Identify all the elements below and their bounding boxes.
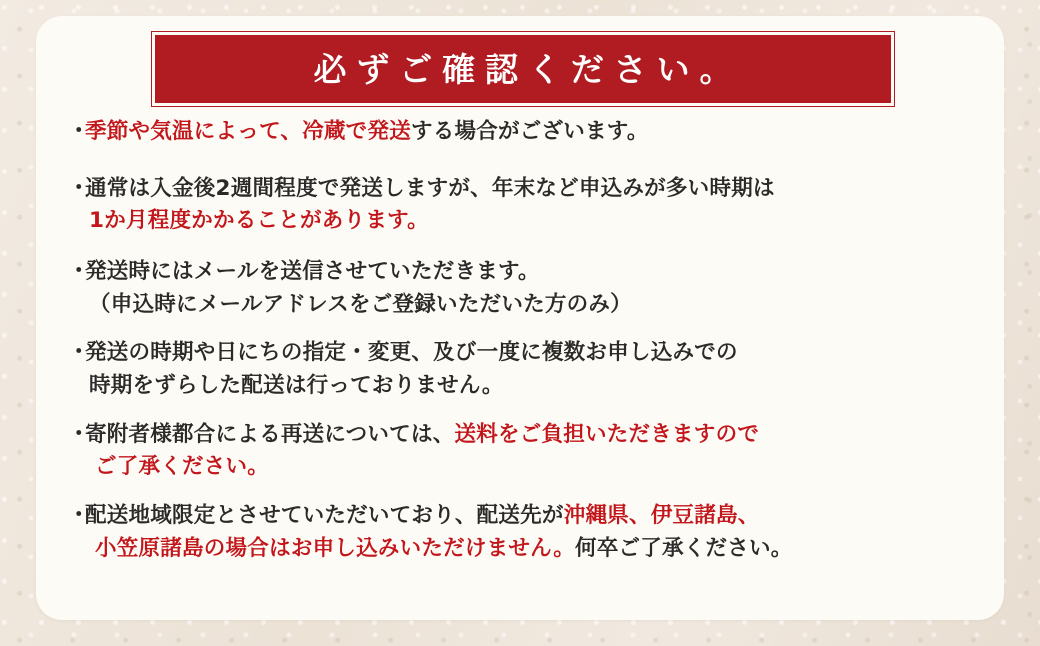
bullet-marker: ・	[68, 259, 90, 285]
body-text: 発送の時期や日にちの指定・変更、及び一度に複数お申し込みでの	[85, 340, 738, 366]
list-item	[68, 337, 972, 402]
notice-line	[85, 205, 972, 238]
notice-line	[85, 173, 972, 206]
page-title: 必ずご確認ください。	[313, 49, 743, 89]
highlight-text: 送料をご負担いただきますので	[454, 421, 760, 447]
bullet-marker: ・	[68, 340, 90, 366]
notice-line	[85, 451, 972, 484]
body-text: 発送時にはメールを送信させていただきます。	[85, 259, 540, 285]
body-text: 何卒ご了承ください。	[574, 535, 793, 561]
notice-line	[85, 370, 972, 403]
highlight-text: 沖縄県、伊豆諸島、	[563, 503, 760, 529]
notice-text-shipping-lead-time	[85, 173, 972, 238]
body-text: （申込時にメールアドレスをご登録いただいた方のみ）	[89, 291, 632, 317]
body-text: 時期をずらした配送は行っておりません。	[89, 373, 504, 399]
body-text: 寄附者様都合による再送については、	[85, 421, 455, 447]
notice-line	[85, 256, 972, 289]
bullet-marker: ・	[68, 421, 90, 447]
list-item	[68, 173, 972, 238]
notice-text-excluded-areas	[85, 500, 972, 565]
notice-line	[85, 500, 972, 533]
notice-text-seasonal-cold-shipping	[85, 116, 972, 149]
notice-line	[85, 533, 972, 566]
body-text: する場合がございます。	[410, 119, 649, 144]
list-item	[68, 116, 972, 149]
body-text: 配送地域限定とさせていただいており、配送先が	[85, 503, 564, 529]
highlight-text: 1か月程度かかることがあります。	[89, 208, 429, 234]
body-text: 通常は入金後2週間程度で発送しますが、年末など申込みが多い時期は	[85, 175, 775, 201]
list-item	[68, 500, 972, 565]
notice-line	[85, 419, 972, 452]
notice-line	[85, 289, 972, 322]
bullet-marker: ・	[68, 503, 90, 529]
highlight-text: 冷蔵で発送	[302, 119, 411, 144]
list-item	[68, 256, 972, 321]
notice-text-shipping-mail-notice	[85, 256, 972, 321]
notice-card	[36, 16, 1004, 620]
list-item	[68, 419, 972, 484]
notice-list	[68, 116, 972, 565]
title-banner	[152, 32, 894, 106]
notice-line	[85, 337, 972, 370]
notice-text-redelivery-fee	[85, 419, 972, 484]
notice-text-no-date-designation	[85, 337, 972, 402]
notice-line	[85, 116, 972, 149]
highlight-text: ご了承ください。	[95, 454, 270, 480]
bullet-marker: ・	[68, 119, 90, 144]
highlight-text: 小笠原諸島の場合はお申し込みいただけません。	[95, 535, 575, 561]
bullet-marker: ・	[68, 175, 90, 201]
highlight-text: 季節や気温によって、	[85, 119, 303, 144]
